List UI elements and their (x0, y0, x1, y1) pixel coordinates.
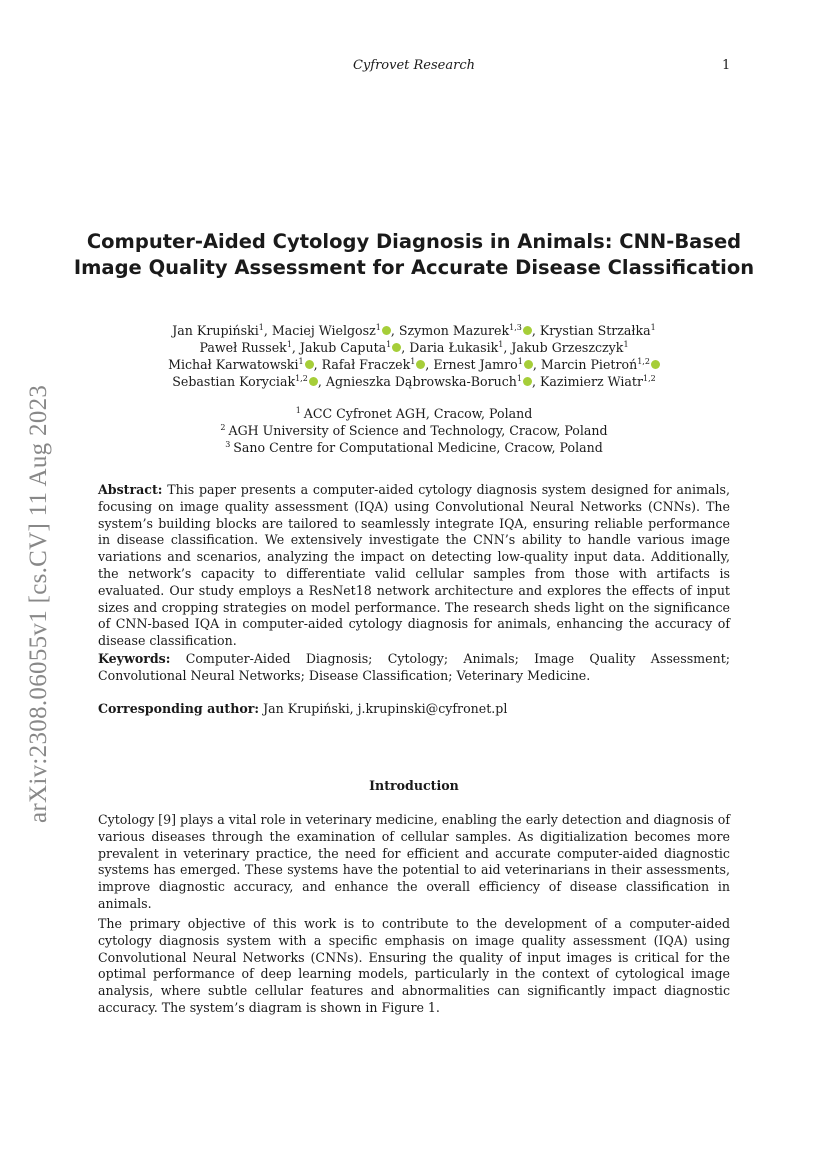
author-affiliation-mark: 1 (298, 357, 304, 366)
author-name: Marcin Pietroń (540, 357, 638, 372)
affiliation-item (100, 422, 728, 439)
affiliation-number: 3 (225, 440, 231, 449)
affiliation-number: 2 (220, 423, 226, 432)
author-affiliation-mark: 1,2 (295, 374, 308, 383)
keywords (98, 651, 730, 685)
abstract (98, 482, 730, 650)
affiliation-text: AGH University of Science and Technology, Cracow, Poland (228, 423, 608, 438)
keywords-text: Computer-Aided Diagnosis; Cytology; Animals; Image Quality Assessment; Convolutional Neural Networks; Disease Classification; Veterinary Medicine. (98, 651, 730, 683)
author-affiliation-mark: 1,2 (637, 357, 650, 366)
orcid-icon[interactable] (524, 360, 533, 369)
author-affiliation-mark: 1 (516, 374, 522, 383)
title-line-1: Computer-Aided Cytology Diagnosis in Animals: CNN-Based (86, 230, 742, 253)
author-affiliation-mark: 1 (650, 323, 656, 332)
section-heading-introduction: Introduction (369, 778, 459, 793)
affiliation-item (100, 405, 728, 422)
paper-title (60, 229, 768, 281)
orcid-icon[interactable] (309, 377, 318, 386)
author-name: Sebastian Koryciak (172, 374, 296, 389)
abstract-label: Abstract: (98, 482, 163, 497)
author-affiliation-mark: 1 (623, 340, 629, 349)
orcid-icon[interactable] (523, 377, 532, 386)
corresponding-label: Corresponding author: (98, 701, 260, 716)
arxiv-identifier-stamp: arXiv:2308.06055v1 [cs.CV] 11 Aug 2023 (25, 384, 52, 824)
affiliation-number: 1 (295, 406, 301, 415)
author-name: Michał Karwatowski (168, 357, 299, 372)
orcid-icon[interactable] (416, 360, 425, 369)
orcid-icon[interactable] (382, 326, 391, 335)
author-list (100, 322, 728, 390)
author-name: Rafał Fraczek (321, 357, 411, 372)
author-name: Ernest Jamro (433, 357, 518, 372)
orcid-icon[interactable] (651, 360, 660, 369)
affiliation-text: Sano Centre for Computational Medicine, Cracow, Poland (233, 440, 603, 455)
page-number: 1 (722, 58, 731, 73)
affiliation-list (100, 405, 728, 456)
corresponding-author (98, 701, 730, 718)
author-name: Szymon Mazurek (398, 323, 510, 338)
intro-paragraph-1: Cytology [9] plays a vital role in veterinary medicine, enabling the early detection and diagnosis of various diseases through the examination of cellular samples. As digitialization becomes more prevalent in veterinary practice, the need for efficient and accurate computer-aided diagnostic systems has emerged. These systems have the potential to aid veterinarians in their assessments, improve diagnostic accuracy, and enhance the overall efficiency of disease classification in animals. (98, 812, 730, 911)
running-header-journal: Cyfrovet Research (352, 58, 475, 73)
author-affiliation-mark: 1 (498, 340, 504, 349)
author-affiliation-mark: 1 (258, 323, 264, 332)
corresponding-text: Jan Krupiński, j.krupinski@cyfronet.pl (263, 701, 508, 716)
orcid-icon[interactable] (392, 343, 401, 352)
author-affiliation-mark: 1 (375, 323, 381, 332)
keywords-label: Keywords: (98, 651, 171, 666)
author-affiliation-mark: 1 (386, 340, 392, 349)
author-name: Jakub Caputa (299, 340, 387, 355)
author-name: Paweł Russek (199, 340, 287, 355)
affiliation-item (100, 439, 728, 456)
title-line-2: Image Quality Assessment for Accurate Disease Classification (73, 256, 755, 279)
author-name: Daria Łukasik (409, 340, 499, 355)
author-line-3: Michał Karwatowski$^1$ , Rafał Fraczek$^1$ , Ernest Jamro$^1$ , Marcin Pietroń$^{1,2}$ (168, 357, 660, 372)
author-name: Maciej Wielgosz (271, 323, 376, 338)
author-affiliation-mark: 1 (517, 357, 523, 366)
author-name: Kazimierz Wiatr (539, 374, 643, 389)
abstract-text: This paper presents a computer-aided cytology diagnosis system designed for animals, focusing on image quality assessment (IQA) using Convolutional Neural Networks (CNNs). The system’s building blocks are tailored to seamlessly integrate IQA, ensuring reliable performance in disease classification. We extensively investigate the CNN’s ability to handle various image variations and scenarios, analyzing the impact on detecting low-quality input data. Additionally, the network’s capacity to differentiate valid cellular samples from those with artifacts is evaluated. Our study employs a ResNet18 network architecture and explores the effects of input sizes and cropping strategies on model performance. The research sheds light on the significance of CNN-based IQA in computer-aided cytology diagnosis for animals, enhancing the accuracy of disease classification. (98, 482, 730, 649)
author-name: Jakub Grzeszczyk (511, 340, 624, 355)
author-name: Jan Krupiński (172, 323, 259, 338)
author-affiliation-mark: 1,2 (643, 374, 656, 383)
author-line-1: Jan Krupiński$^1$, Maciej Wielgosz$^1$ , Szymon Mazurek$^{1,3}$ , Krystian Strzałka$^1$ (172, 323, 656, 338)
author-affiliation-mark: 1 (286, 340, 292, 349)
orcid-icon[interactable] (305, 360, 314, 369)
author-line-4: Sebastian Koryciak$^{1,2}$ , Agnieszka Dąbrowska-Boruch$^1$ , Kazimierz Wiatr$^{1,2}$ (172, 374, 656, 389)
intro-paragraph-2: The primary objective of this work is to contribute to the development of a computer-aided cytology diagnosis system with a specific emphasis on image quality assessment (IQA) using Convolutional Neural Networks (CNNs). Ensuring the quality of input images is critical for the optimal performance of deep learning models, particularly in the context of cytological image analysis, where subtle cellular features and abnormalities can significantly impact diagnostic accuracy. The system’s diagram is shown in Figure 1. (98, 916, 730, 1015)
affiliation-text: ACC Cyfronet AGH, Cracow, Poland (303, 406, 533, 421)
author-affiliation-mark: 1,3 (509, 323, 522, 332)
author-name: Krystian Strzałka (539, 323, 651, 338)
author-name: Agnieszka Dąbrowska-Boruch (325, 374, 517, 389)
author-affiliation-mark: 1 (410, 357, 416, 366)
author-line-2: Paweł Russek$^1$, Jakub Caputa$^1$ , Daria Łukasik$^1$, Jakub Grzeszczyk$^1$ (199, 340, 629, 355)
orcid-icon[interactable] (523, 326, 532, 335)
